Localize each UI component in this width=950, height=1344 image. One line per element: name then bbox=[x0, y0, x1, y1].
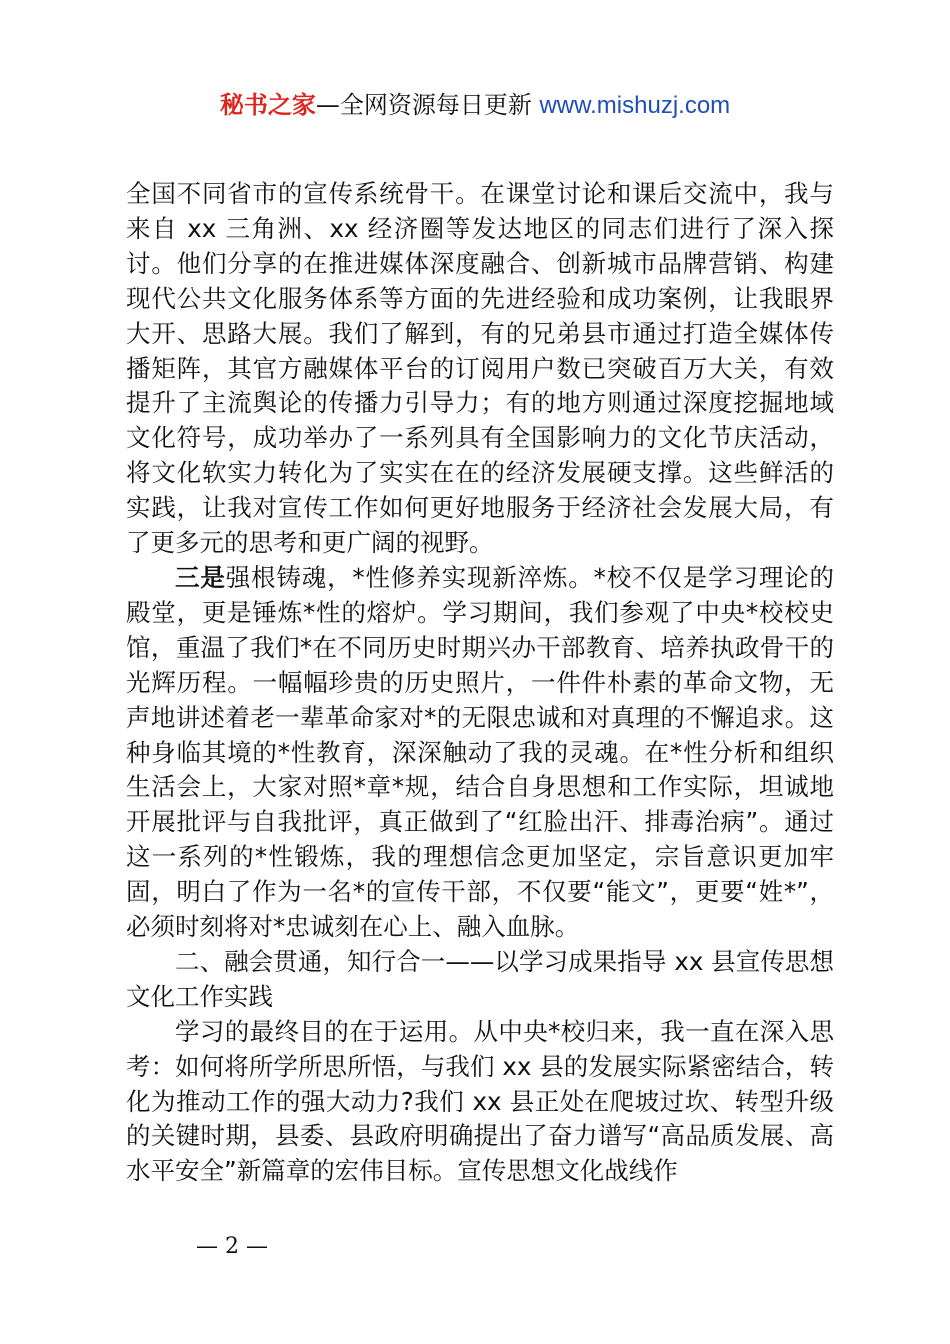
document-body bbox=[126, 177, 834, 1189]
paragraph-1: 全国不同省市的宣传系统骨干。在课堂讨论和课后交流中，我与来自 xx 三角洲、xx 经济圈等发达地区的同志们进行了深入探讨。他们分享的在推进媒体深度融合、创新城市品牌营销、构建现代公共文化服务体系等方面的先进经验和成功案例，让我眼界大开、思路大展。我们了解到，有的兄弟县市通过打造全媒体传播矩阵，其官方融媒体平台的订阅用户数已突破百万大关，有效提升了主流舆论的传播力引导力；有的地方则通过深度挖掘地域文化符号，成功举办了一系列具有全国影响力的文化节庆活动，将文化软实力转化为了实实在在的经济发展硬支撑。这些鲜活的实践，让我对宣传工作如何更好地服务于经济社会发展大局，有了更多元的思考和更广阔的视野。 bbox=[126, 179, 834, 558]
paragraph-4: 学习的最终目的在于运用。从中央*校归来，我一直在深入思考：如何将所学所思所悟，与我们 xx 县的发展实际紧密结合，转化为推动工作的强大动力?我们 xx 县正处在爬坡过坎、转型升级的关键时期，县委、县政府明确提出了奋力谱写“高品质发展、高水平安全”新篇章的宏伟目标。宣传思想文化战线作 bbox=[126, 1016, 834, 1186]
site-header bbox=[0, 88, 950, 123]
section-heading: 二、融会贯通，知行合一——以学习成果指导 xx 县宣传思想文化工作实践 bbox=[126, 946, 834, 1011]
paragraph-2 bbox=[126, 561, 834, 945]
brand-name: 秘书之家 bbox=[219, 91, 316, 119]
header-slogan: —全网资源每日更新 bbox=[315, 91, 532, 119]
paragraph-2-lead: 三是 bbox=[175, 562, 226, 592]
page-number: — 2 — bbox=[196, 1234, 268, 1259]
paragraph-2-text: 强根铸魂，*性修养实现新淬炼。*校不仅是学习理论的殿堂，更是锤炼*性的熔炉。学习期间，我们参观了中央*校校史馆，重温了我们*在不同历史时期兴办干部教育、培养执政骨干的光辉历程。一幅幅珍贵的历史照片，一件件朴素的革命文物，无声地讲述着老一辈革命家对*的无限忠诚和对真理的不懈追求。这种身临其境的*性教育，深深触动了我的灵魂。在*性分析和组织生活会上，大家对照*章*规，结合自身思想和工作实际，坦诚地开展批评与自我批评，真正做到了“红脸出汗、排毒治病”。通过这一系列的*性锻炼，我的理想信念更加坚定，宗旨意识更加牢固，明白了作为一名*的宣传干部，不仅要“能文”，更要“姓*”，必须时刻将对*忠诚刻在心上、融入血脉。 bbox=[126, 562, 835, 942]
site-url: www.mishuzj.com bbox=[539, 92, 731, 119]
